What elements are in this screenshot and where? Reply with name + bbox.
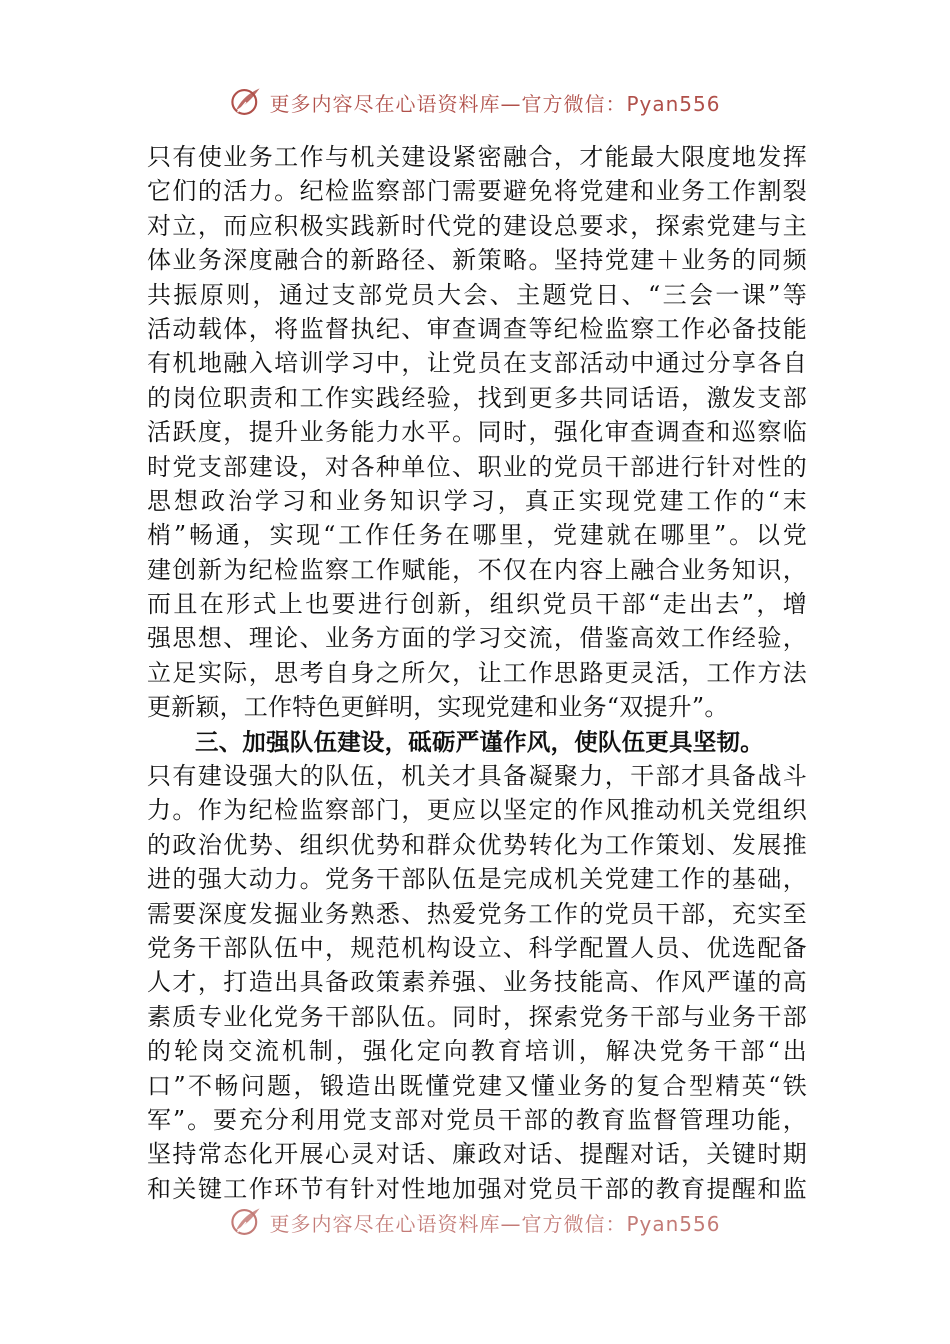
paragraph-line: 的轮岗交流机制，强化定向教育培训，解决党务干部“出 [147, 1037, 807, 1066]
paragraph-line: 和关键工作环节有针对性地加强对党员干部的教育提醒和监 [147, 1174, 807, 1203]
paragraph-line: 只有建设强大的队伍，机关才具备凝聚力，干部才具备战斗 [147, 762, 807, 791]
paragraph-line: 更新颖，工作特色更鲜明，实现党建和业务“双提升”。 [147, 693, 729, 722]
paragraph-line: 强思想、理论、业务方面的学习交流，借鉴高效工作经验， [147, 624, 807, 653]
document-body [147, 140, 807, 1206]
paragraph-line: 它们的活力。纪检监察部门需要避免将党建和业务工作割裂 [147, 177, 807, 206]
paragraph-line: 坚持常态化开展心灵对话、廉政对话、提醒对话，关键时期 [147, 1140, 807, 1169]
paragraph-line: 梢”畅通，实现“工作任务在哪里，党建就在哪里”。以党 [147, 521, 807, 550]
feather-pen-logo-icon [229, 85, 263, 119]
paragraph-line: 体业务深度融合的新路径、新策略。坚持党建＋业务的同频 [147, 246, 807, 275]
footer-watermark [0, 1200, 950, 1244]
watermark-text: 更多内容尽在心语资料库—官方微信：Pyan556 [269, 91, 721, 116]
paragraph-line: 共振原则，通过支部党员大会、主题党日、“三会一课”等 [147, 280, 807, 309]
paragraph-line: 活动载体，将监督执纪、审查调查等纪检监察工作必备技能 [147, 314, 807, 343]
paragraph-line: 的政治优势、组织优势和群众优势转化为工作策划、发展推 [147, 830, 807, 859]
watermark-text: 更多内容尽在心语资料库—官方微信：Pyan556 [269, 1211, 721, 1236]
paragraph-line: 有机地融入培训学习中，让党员在支部活动中通过分享各自 [147, 349, 807, 378]
paragraph-line: 而且在形式上也要进行创新，组织党员干部“走出去”，增 [147, 590, 807, 619]
paragraph-line: 建创新为纪检监察工作赋能，不仅在内容上融合业务知识， [147, 555, 807, 584]
paragraph-line: 思想政治学习和业务知识学习，真正实现党建工作的“末 [147, 486, 807, 515]
paragraph-line: 进的强大动力。党务干部队伍是完成机关党建工作的基础， [147, 865, 807, 894]
paragraph-line: 口”不畅问题，锻造出既懂党建又懂业务的复合型精英“铁 [147, 1071, 807, 1100]
paragraph-line: 需要深度发掘业务熟悉、热爱党务工作的党员干部，充实至 [147, 899, 807, 928]
paragraph-line: 力。作为纪检监察部门，更应以坚定的作风推动机关党组织 [147, 796, 807, 825]
paragraph-line: 素质专业化党务干部队伍。同时，探索党务干部与业务干部 [147, 1002, 807, 1031]
feather-pen-logo-icon [229, 1205, 263, 1239]
paragraph-line: 人才，打造出具备政策素养强、业务技能高、作风严谨的高 [147, 968, 807, 997]
paragraph-line: 立足实际，思考自身之所欠，让工作思路更灵活，工作方法 [147, 658, 807, 687]
header-watermark [0, 80, 950, 124]
paragraph-line: 活跃度，提升业务能力水平。同时，强化审查调查和巡察临 [147, 418, 807, 447]
paragraph-line: 时党支部建设，对各种单位、职业的党员干部进行针对性的 [147, 452, 807, 481]
paragraph-line: 军”。要充分利用党支部对党员干部的教育监督管理功能， [147, 1105, 807, 1134]
paragraph-line: 的岗位职责和工作实践经验，找到更多共同话语，激发支部 [147, 383, 807, 412]
paragraph-line: 党务干部队伍中，规范机构设立、科学配置人员、优选配备 [147, 933, 807, 962]
section-heading: 三、加强队伍建设，砥砺严谨作风，使队伍更具坚韧。 [195, 727, 764, 756]
paragraph-line: 只有使业务工作与机关建设紧密融合，才能最大限度地发挥 [147, 143, 807, 171]
paragraph-line: 对立，而应积极实践新时代党的建设总要求，探索党建与主 [147, 211, 807, 240]
